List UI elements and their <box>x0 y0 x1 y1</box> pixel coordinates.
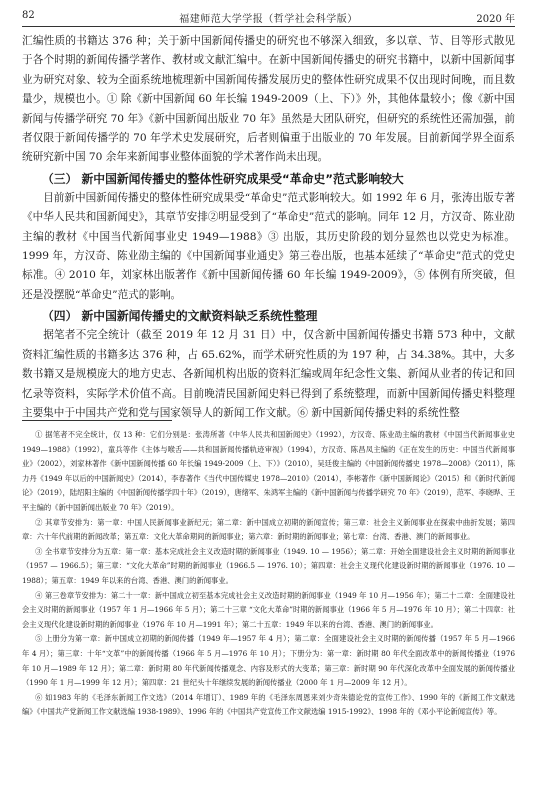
footnote-5: ⑤ 上册分为第一章：新中国成立初期的新闻传播（1949 年—1957 年 4 月）；第二章：全面建设社会主义时期的新闻传播（1957 年 5 月—1966 年 4 月）；第三章：十年“文革”中的新闻传播（1966 年 5 月—1976 年 10 月）；下册分为：第一章：新时期 80 年代全面改革中的新闻传播业（1976 年 10 月—1989 年 12 月）；第二章：新时期 80 年代新闻传播观念、内容及形式的大变革；第三章：新时期 90 年代深化改革中全面发展的新闻传播业（1990 年 1 月—1999 年 12 月）；第四章：21 世纪头十年继续发展的新闻传播业（2000 年 1 月—2009 年 12 月）。 <box>22 634 515 688</box>
footnote-3: ③ 全书章节安排分为五章：第一章：基本完成社会主义改造时期的新闻事业（1949. 10 — 1956）；第二章：开始全面建设社会主义时期的新闻事业（1957 — 1966.5）；第三章：“文化大革命”时期的新闻事业（1966.5 — 1976. 10）；第四章：社会主义现代化建设新时期的新闻事业（1976. 10 — 1988）；第五章：1949 年以来的台湾、香港、澳门的新闻事业。 <box>22 546 515 585</box>
footnote-4: ④ 第三卷章节安排为：第二十一章：新中国成立初至基本完成社会主义改造时期的新闻事业（1949 年 10 月—1956 年）；第二十二章：全面建设社会主义时期的新闻事业（1957 年 1 月—1966 年 5 月）；第二十三章 “文化大革命”时期的新闻事业（1966 年 5 月—1976 年 10 月）；第二十四章：社会主义现代化建设新时期的新闻事业（1976 年 10 月—1991 年）；第二十五章：1949 年以来的台湾、香港、澳门的新闻事业。 <box>22 590 515 629</box>
section-heading-4: （四） 新中国新闻传播史的文献资料缺乏系统性整理 <box>42 309 318 324</box>
paragraph-literature-statistics: 据笔者不完全统计（截至 2019 年 12 月 31 日）中，仅含新中国新闻传播史书籍 573 种中，文献资料汇编性质的书籍多达 376 种，占 65.62%，而学术研究性质的为 197 种，占 34.38%。其中，大多数书籍又是规模庞大的地方史志、各新闻机构出版的资料汇编或周年纪念性文集、新闻从业者的传记和回忆录等资料，实际学术价值不高。目前晚清民国新闻史料已得到了系统整理，而新中国新闻传播史料整理主要集中于中国共产党和党与国家领导人的新闻工作文献。⑥ 新中国新闻传播史料的系统性整 <box>22 329 515 419</box>
main-text <box>22 32 515 423</box>
publication-year: 2020 年 <box>476 14 515 25</box>
paragraph-revolution-paradigm: 目前新中国新闻传播史的整体性研究成果受“革命史”范式影响较大。如 1992 年 6 月，张涛出版专著《中华人民共和国新闻史》，其章节安排②明显受到了“革命史”范式的影响。同年 12 月，方汉奇、陈业劭主编的教材《中国当代新闻事业史 1949—1988》③ 出版，其历史阶段的划分显然也以党史为标准。1999 年，方汉奇、陈业劭主编的《中国新闻事业通史》第三卷出版，也基本延续了“革命史”范式的党史标准。④ 2010 年，刘家林出版著作《新中国新闻传播 60 年长编 1949-2009》，⑤ 体例有所突破，但还是没摆脱“革命史”范式的影响。 <box>22 191 515 301</box>
section-heading-3: （三） 新中国新闻传播史的整体性研究成果受“革命史”范式影响较大 <box>42 171 404 186</box>
footnote-2: ② 其章节安排为：第一章：中国人民新闻事业新纪元；第二章：新中国成立初期的新闻宣传；第三章：社会主义新闻事业在探索中曲折发展；第四章：六十年代前期的新闻改革；第五章：文化大革命期间的新闻事业；第六章：新时期的新闻事业；第七章：台湾、香港、澳门的新闻事业。 <box>22 517 515 542</box>
journal-title: 福建师范大学学报（哲学社会科学版） <box>179 14 358 25</box>
paragraph-continued: 汇编性质的书籍达 376 种；关于新中国新闻传播史的研究也不够深入细致，多以章、节、目等形式散见于各个时期的新闻传播学著作、教材或文献汇编中。在新中国新闻传播史的研究书籍中，以新中国新闻事业为研究对象、较为全面系统地梳理新中国新闻传播发展历史的整体性研究成果不仅出现时间晚，而且数量少，规模也小。① 除《新中国新闻 60 年长编 1949-2009（上、下）》外，其他体量较小；像《新中国新闻与传播学研究 70 年》《新中国新闻出版业 70 年》虽然是大团队研究，但研究的系统性还需加强，前者仅限于新闻传播学的 70 年学术史发展研究，后者则偏重于出版业的 70 年发展。目前新闻学界全面系统研究新中国 70 余年来新闻事业整体面貌的学术著作尚未出现。 <box>22 35 515 164</box>
page-number: 82 <box>22 10 35 21</box>
running-header <box>22 8 515 26</box>
header-rule <box>22 26 515 27</box>
footnote-6: ⑥ 如1983 年的《毛泽东新闻工作文选》（2014 年增订）、1989 年的《毛泽东周恩来刘少奇朱德论党的宣传工作》、1990 年的《新闻工作文献选编》《中国共产党新闻工作文献选编 1938-1989》、1996 年的《中国共产党宣传工作文献选编 1915-1992》、1998 年的《邓小平论新闻宣传》等。 <box>22 692 515 717</box>
footnote-rule <box>22 420 172 421</box>
footnote-1: ① 据笔者不完全统计，仅 13 种：它们分别是：张涛所著《中华人民共和国新闻史》（1992），方汉奇、陈业劭主编的教材《中国当代新闻事业史1949—1988》（1992），童兵等作《主体与喉舌——共和国新闻传播轨迹审视》（1994），方汉奇、陈昌凤主编的《正在发生的历史：中国当代新闻事业》（2002），刘家林著作《新中国新闻传播 60 年长编 1949-2009（上、下）》（2010），吴廷俊主编的《中国新闻传播史 1978—2008》（2011），陈力丹《1949 年以后的中国新闻史》（2014），李春著作《当代中国传媒史 1978—2010》（2014），李彬著作《新中国新闻论》（2015）和《新时代新闻论》（2019），陆绍阳主编的《中国新闻传播学四十年》（2019），唐绪军、朱鸿军主编的《新中国新闻与传播学研究 70 年》（2019），范军、李晓晔、王平主编的《新中国新闻出版业 70 年》（2019）。 <box>22 430 515 512</box>
footnotes <box>22 428 515 720</box>
